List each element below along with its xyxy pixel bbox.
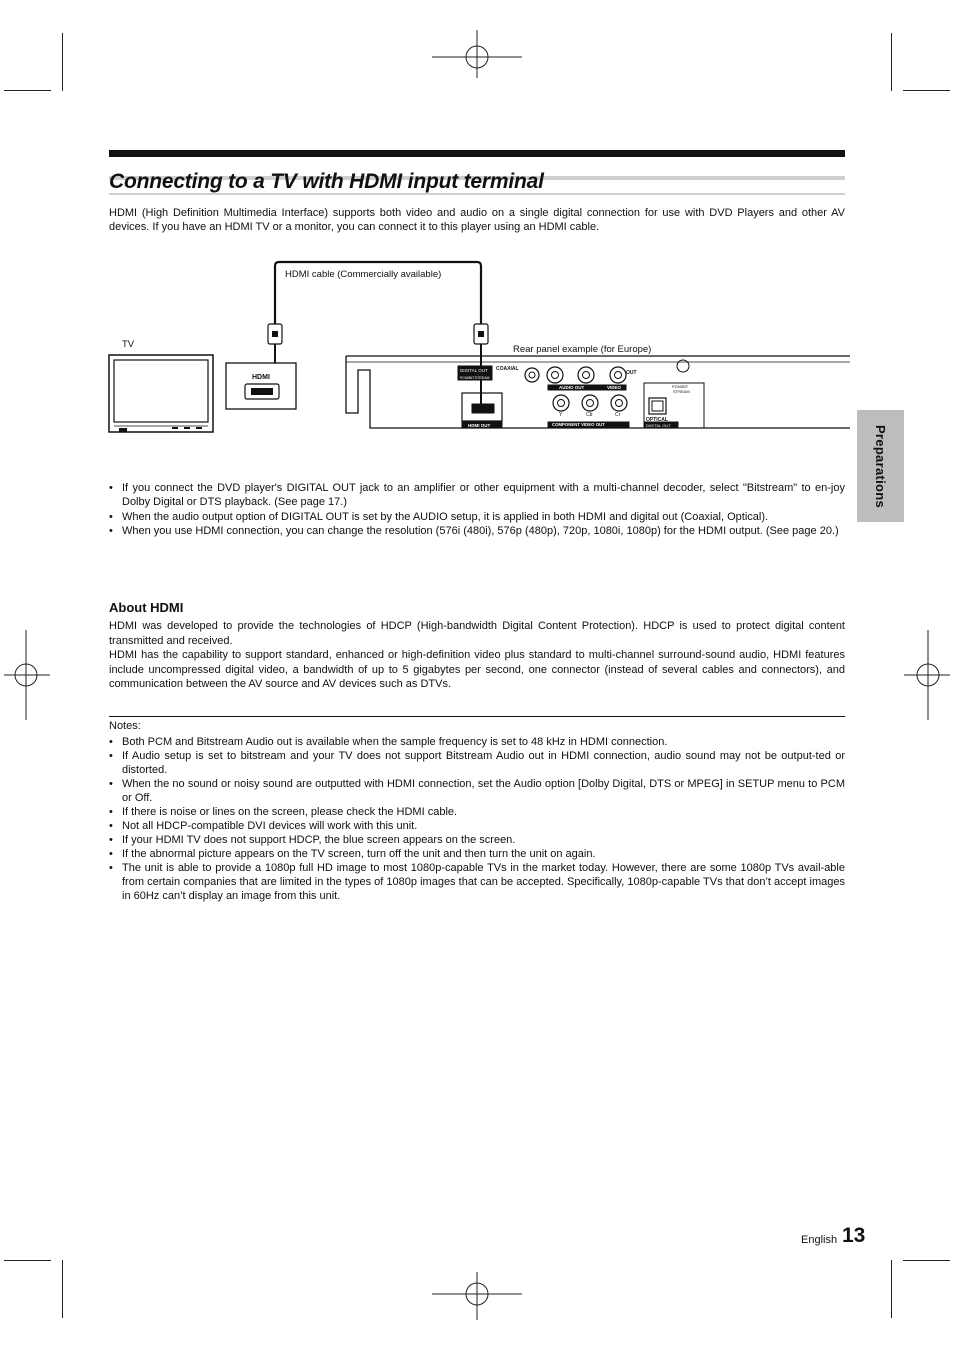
list-item: • If you connect the DVD player's DIGITAL OUT jack to an amplifier or other equipment with a multi-channel decoder, select "Bitstream" to en-joy Dolby Digital or DTS playback. (See page 17.) xyxy=(109,481,845,509)
cr-label: Cr xyxy=(615,412,621,418)
list-item: • Both PCM and Bitstream Audio out is available when the sample frequency is set to 48 kHz in HDMI connection. xyxy=(109,735,845,749)
stream-label: STREAM xyxy=(673,389,690,394)
list-item: • If Audio setup is set to bitstream and your TV does not support Bitstream Audio out in HDMI connection, audio sound may not be output-ted or distorted. xyxy=(109,749,845,777)
connection-diagram xyxy=(100,258,850,438)
tv-hdmi-port-label: HDMI xyxy=(252,374,270,381)
pcm-bitstream-label: PCM/BITSTREAM xyxy=(460,376,490,380)
list-item: • If your HDMI TV does not support HDCP, the blue screen appears on the screen. xyxy=(109,833,845,847)
about-hdmi-paragraph-1: HDMI was developed to provide the technologies of HDCP (High-bandwidth Digital Content Protection). HDCP is used to protect digital content transmitted and received. xyxy=(109,620,845,647)
hdmi-out-label: HDMI OUT xyxy=(468,423,491,428)
video-label: VIDEO xyxy=(607,385,622,390)
rear-panel-illustration xyxy=(346,356,850,428)
optical-digital-out-label: DIGITAL OUT xyxy=(646,423,671,428)
page-number: 13 xyxy=(842,1224,866,1247)
intro-paragraph: HDMI (High Definition Multimedia Interface) supports both video and audio on a single digital connection for use with DVD Players and other AV devices. If you have an HDMI TV or a monitor, you can connect it to this player using an HDMI cable. xyxy=(109,207,845,233)
audio-out-label: AUDIO OUT xyxy=(559,385,585,390)
side-tab-label xyxy=(857,410,904,522)
optical-label: OPTICAL xyxy=(646,417,668,423)
notes-rule xyxy=(109,716,845,717)
y-label: Y xyxy=(559,412,563,418)
list-item: • When the audio output option of DIGITAL OUT is set by the AUDIO setup, it is applied in both HDMI and digital out (Coaxial, Optical). xyxy=(109,510,845,524)
rear-panel-label: Rear panel example (for Europe) xyxy=(513,344,652,355)
tv-illustration xyxy=(109,355,213,432)
notes-heading: Notes: xyxy=(109,720,141,732)
list-item: • When you use HDMI connection, you can change the resolution (576i (480i), 576p (480p), 720p, 1080i, 1080p) for the HDMI output. (See page 20.) xyxy=(109,524,845,538)
coaxial-label: COAXIAL xyxy=(496,366,519,372)
component-video-out-label: COMPONENT VIDEO OUT xyxy=(552,422,605,427)
section-title: Connecting to a TV with HDMI input terminal xyxy=(109,170,544,193)
header-rule xyxy=(109,150,845,157)
pcm-bit-label: PCM/BIT xyxy=(672,384,689,389)
notes-list xyxy=(109,735,845,903)
cable-label: HDMI cable (Commercially available) xyxy=(285,269,442,280)
list-item: • If there is noise or lines on the screen, please check the HDMI cable. xyxy=(109,805,845,819)
cb-label: Cb xyxy=(586,412,593,418)
about-hdmi-paragraph-2: HDMI has the capability to support standard, enhanced or high-definition video plus standard to multi-channel surround-sound audio, HDMI features include uncompressed digital video, a bandwidth of up to 5 gigabytes per second, one connector (instead of several cables and connectors), and communication between the AV source and AV devices such as DTVs. xyxy=(109,649,845,690)
footer-language: English xyxy=(801,1234,838,1246)
list-item: • If the abnormal picture appears on the TV screen, turn off the unit and then turn the unit on again. xyxy=(109,847,845,861)
list-item: • Not all HDCP-compatible DVI devices will work with this unit. xyxy=(109,819,845,833)
digital-out-label: DIGITAL OUT xyxy=(460,368,488,373)
tv-label: TV xyxy=(122,339,135,350)
title-rule xyxy=(109,193,845,195)
list-item: • When the no sound or noisy sound are outputted with HDMI connection, set the Audio option [Dolby Digital, DTS or MPEG] in SETUP menu to PCM or Off. xyxy=(109,777,845,805)
about-hdmi-heading: About HDMI xyxy=(109,600,184,615)
connection-notes-list xyxy=(109,481,845,539)
side-tab-text: Preparations xyxy=(873,424,889,508)
list-item: • The unit is able to provide a 1080p full HD image to most 1080p-capable TVs in the market today. However, there are some 1080p TVs avail-able from certain companies that are limited in the types of 1080p images that can be accepted. Specifically, 1080p-capable TVs that don’t accept images in 60Hz can’t display an image from this unit. xyxy=(109,861,845,903)
out-label: OUT xyxy=(626,370,637,376)
